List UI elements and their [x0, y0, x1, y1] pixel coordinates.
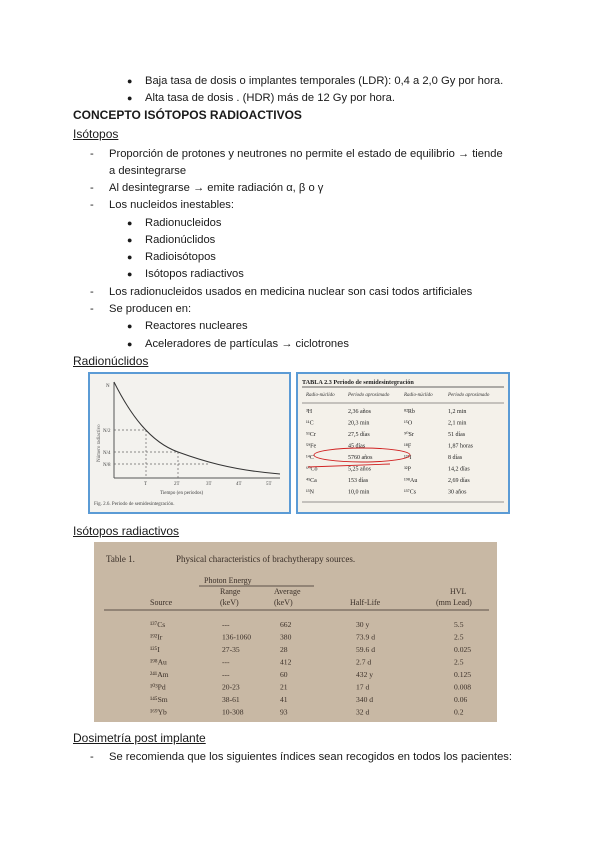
source-item: Aceleradores de partículas → ciclotrones — [145, 338, 349, 350]
table-cell: 0.025 — [454, 645, 472, 654]
table-cell: ¹⁶⁹Yb — [150, 707, 167, 717]
table-cell: 93 — [280, 707, 288, 717]
decay-curve-figure — [88, 372, 291, 514]
x-tick: 5T — [266, 482, 272, 487]
bullet-icon: ● — [127, 269, 133, 279]
bullet-icon: ● — [127, 93, 133, 103]
table-cell: 20,3 min — [348, 420, 370, 427]
table-cell: 41 — [280, 695, 288, 704]
table-cell: 2.5 — [454, 632, 464, 642]
table-cell: 1,87 horas — [448, 443, 473, 450]
table-cell: 2.7 d — [356, 657, 372, 667]
table-cell: 380 — [280, 632, 292, 642]
y-tick: N/8 — [103, 463, 111, 468]
x-tick: 2T — [174, 482, 180, 487]
table-cell: ⁶⁰Co — [306, 466, 318, 473]
table-title: TABLA 2.3 Periodo de semidesintegración — [302, 379, 414, 386]
table-cell: ¹¹C — [306, 420, 314, 427]
dash-icon: - — [90, 182, 94, 194]
bullet-icon: ● — [127, 235, 133, 245]
radioactive-isotopes-heading: Isótopos radiactivos — [73, 524, 180, 538]
bullet-icon: ● — [127, 339, 133, 349]
figure-caption: Fig. 2.6. Periodo de semidesintegración. — [94, 502, 175, 507]
isotopes-item4: Los radionucleidos usados en medicina nuclear son casi todos artificiales — [109, 286, 473, 298]
table-cell: ¹⁸F — [404, 443, 412, 450]
isotopes-item2: Al desintegrarse → emite radiación α, β o γ — [109, 182, 324, 194]
th: (keV) — [274, 598, 293, 607]
brachytherapy-table-photo — [94, 542, 497, 722]
isotopes-item1-line1: Proporción de protones y neutrones no permite el estado de equilibrio → tiende — [109, 148, 503, 160]
table-cell: 0.2 — [454, 707, 464, 717]
x-axis-label: Tiempo (en periodos) — [160, 491, 204, 496]
table-cell: 10,0 min — [348, 489, 370, 496]
hdr-text: Alta tasa de dosis . (HDR) más de 12 Gy por hora. — [145, 92, 395, 104]
table-cell: 5760 años — [348, 455, 373, 461]
table-cell: --- — [222, 620, 230, 629]
bullet-icon: ● — [127, 218, 133, 228]
table-cell: 2,1 min — [448, 420, 467, 427]
table-cell: 17 d — [356, 682, 370, 692]
synonym-item: Radioisótopos — [145, 251, 216, 263]
radionuclides-heading: Radionúclidos — [73, 354, 149, 368]
table-cell: 27-35 — [222, 645, 240, 654]
table-cell: 21 — [280, 682, 288, 692]
synonym-item: Radionúclidos — [145, 234, 216, 246]
table-cell: 38-61 — [222, 695, 240, 704]
synonym-item: Isótopos radiactivos — [145, 268, 244, 280]
table-cell: 8 días — [448, 455, 463, 461]
th: Half-Life — [350, 598, 381, 607]
section-title: CONCEPTO ISÓTOPOS RADIOACTIVOS — [73, 108, 302, 122]
table-cell: ⁸²Rb — [404, 409, 415, 415]
table-cell: ¹⁵O — [404, 420, 413, 427]
table-cell: 51 días — [448, 432, 466, 438]
table-cell: ¹⁹⁸Au — [404, 478, 418, 484]
th: HVL — [450, 587, 467, 596]
table-cell: ³²P — [404, 466, 411, 473]
table-cell: 14,2 días — [448, 466, 470, 473]
table-cell: 45 días — [348, 443, 366, 450]
table-cell: 2,69 días — [448, 478, 470, 484]
y-tick: N/2 — [103, 429, 111, 434]
table-cell: ⁵¹Cr — [306, 432, 316, 438]
isotopes-item1-line2: a desintegrarse — [109, 165, 187, 177]
th: (mm Lead) — [436, 598, 472, 607]
synonym-item: Radionucleidos — [145, 217, 222, 229]
th: Radio-núclido — [404, 393, 433, 398]
decay-curve-chart — [90, 374, 289, 512]
th: Average — [274, 587, 301, 596]
half-life-table — [298, 374, 508, 512]
table-cell: 59.6 d — [356, 645, 375, 654]
table-cell: 28 — [280, 645, 288, 654]
th: (keV) — [220, 598, 239, 607]
table-cell: 27,5 días — [348, 432, 370, 438]
bullet-icon: ● — [127, 321, 133, 331]
dash-icon: - — [90, 199, 94, 211]
table-cell: 0.06 — [454, 695, 468, 704]
table-cell: --- — [222, 657, 230, 667]
table-cell: 0.125 — [454, 670, 472, 679]
table-cell: 412 — [280, 657, 292, 667]
table-cell: 20-23 — [222, 682, 240, 692]
x-tick: 3T — [206, 482, 212, 487]
table-cell: ¹³¹I — [404, 455, 412, 461]
ldr-text: Baja tasa de dosis o implantes temporales (LDR): 0,4 a 2,0 Gy por hora. — [145, 75, 504, 87]
table-cell: 340 d — [356, 695, 374, 704]
table-cell: 73.9 d — [356, 632, 375, 642]
group-header: Photon Energy — [204, 576, 252, 585]
table-cell: 5.5 — [454, 620, 464, 629]
decay-curve — [114, 382, 280, 474]
isotopes-item5: Se producen en: — [109, 303, 192, 315]
th: Radio-núclido — [306, 393, 335, 398]
table-cell: ²⁴¹Am — [150, 670, 169, 679]
y-tick: N — [106, 384, 110, 389]
dash-icon: - — [90, 751, 94, 763]
isotopes-heading: Isótopos — [73, 127, 119, 141]
brachytherapy-table — [94, 542, 497, 722]
dash-icon: - — [90, 286, 94, 298]
x-tick: 4T — [236, 482, 242, 487]
table-cell: --- — [222, 670, 230, 679]
table-cell: 0.008 — [454, 682, 472, 692]
table-cell: ⁹⁰Sr — [404, 432, 414, 438]
table-cell: ¹³N — [306, 489, 314, 496]
dash-icon: - — [90, 303, 94, 315]
table-cell: 2.5 — [454, 657, 464, 667]
dash-icon: - — [90, 148, 94, 160]
table-cell: ¹⁰³Pd — [150, 682, 166, 692]
table-cell: 1,2 min — [448, 409, 467, 415]
table-cell: ⁴⁵Ca — [306, 478, 317, 484]
table-cell: ¹²⁵I — [150, 645, 160, 654]
table-cell: 30 y — [356, 620, 370, 629]
th: Periodo aproximado — [348, 393, 390, 398]
isotopes-item3: Los nucleidos inestables: — [109, 199, 235, 211]
bullet-icon: ● — [127, 252, 133, 262]
table-cell: 5,25 años — [348, 466, 371, 473]
table-cell: 432 y — [356, 670, 374, 679]
y-tick: N/4 — [103, 451, 111, 456]
half-life-table-figure — [296, 372, 510, 514]
table-cell: ⁵⁹Fe — [306, 443, 317, 450]
x-tick: T — [144, 482, 148, 487]
table-cell: ¹⁴C — [306, 455, 314, 461]
th: Periodo aproximado — [448, 393, 490, 398]
bullet-icon: ● — [127, 76, 133, 86]
table-cell: 153 días — [348, 478, 369, 484]
table-label: Table 1. — [106, 554, 135, 564]
table-cell: ¹⁴⁵Sm — [150, 695, 168, 704]
table-cell: 30 años — [448, 489, 467, 496]
table-cell: 32 d — [356, 707, 370, 717]
th: Source — [150, 598, 173, 607]
table-cell: 10-308 — [222, 707, 244, 717]
table-cell: 60 — [280, 670, 288, 679]
table-cell: ¹³⁷Cs — [150, 620, 166, 629]
dosimetry-heading: Dosimetría post implante — [73, 731, 206, 745]
table-cell: 2,36 años — [348, 409, 371, 415]
table-title: Physical characteristics of brachytherapy sources. — [176, 554, 356, 564]
table-cell: ¹⁹⁸Au — [150, 657, 167, 667]
dosimetry-item1: Se recomienda que los siguientes índices sean recogidos en todos los pacientes: — [109, 751, 513, 763]
table-cell: 662 — [280, 620, 292, 629]
table-cell: ¹⁹²Ir — [150, 632, 163, 642]
table-cell: 136-1060 — [222, 632, 252, 642]
y-axis-label: Número radiactivo — [97, 424, 102, 462]
th: Range — [220, 587, 241, 596]
source-item: Reactores nucleares — [145, 320, 248, 332]
table-cell: ³H — [306, 409, 313, 415]
table-cell: ¹³⁷Cs — [404, 489, 417, 496]
